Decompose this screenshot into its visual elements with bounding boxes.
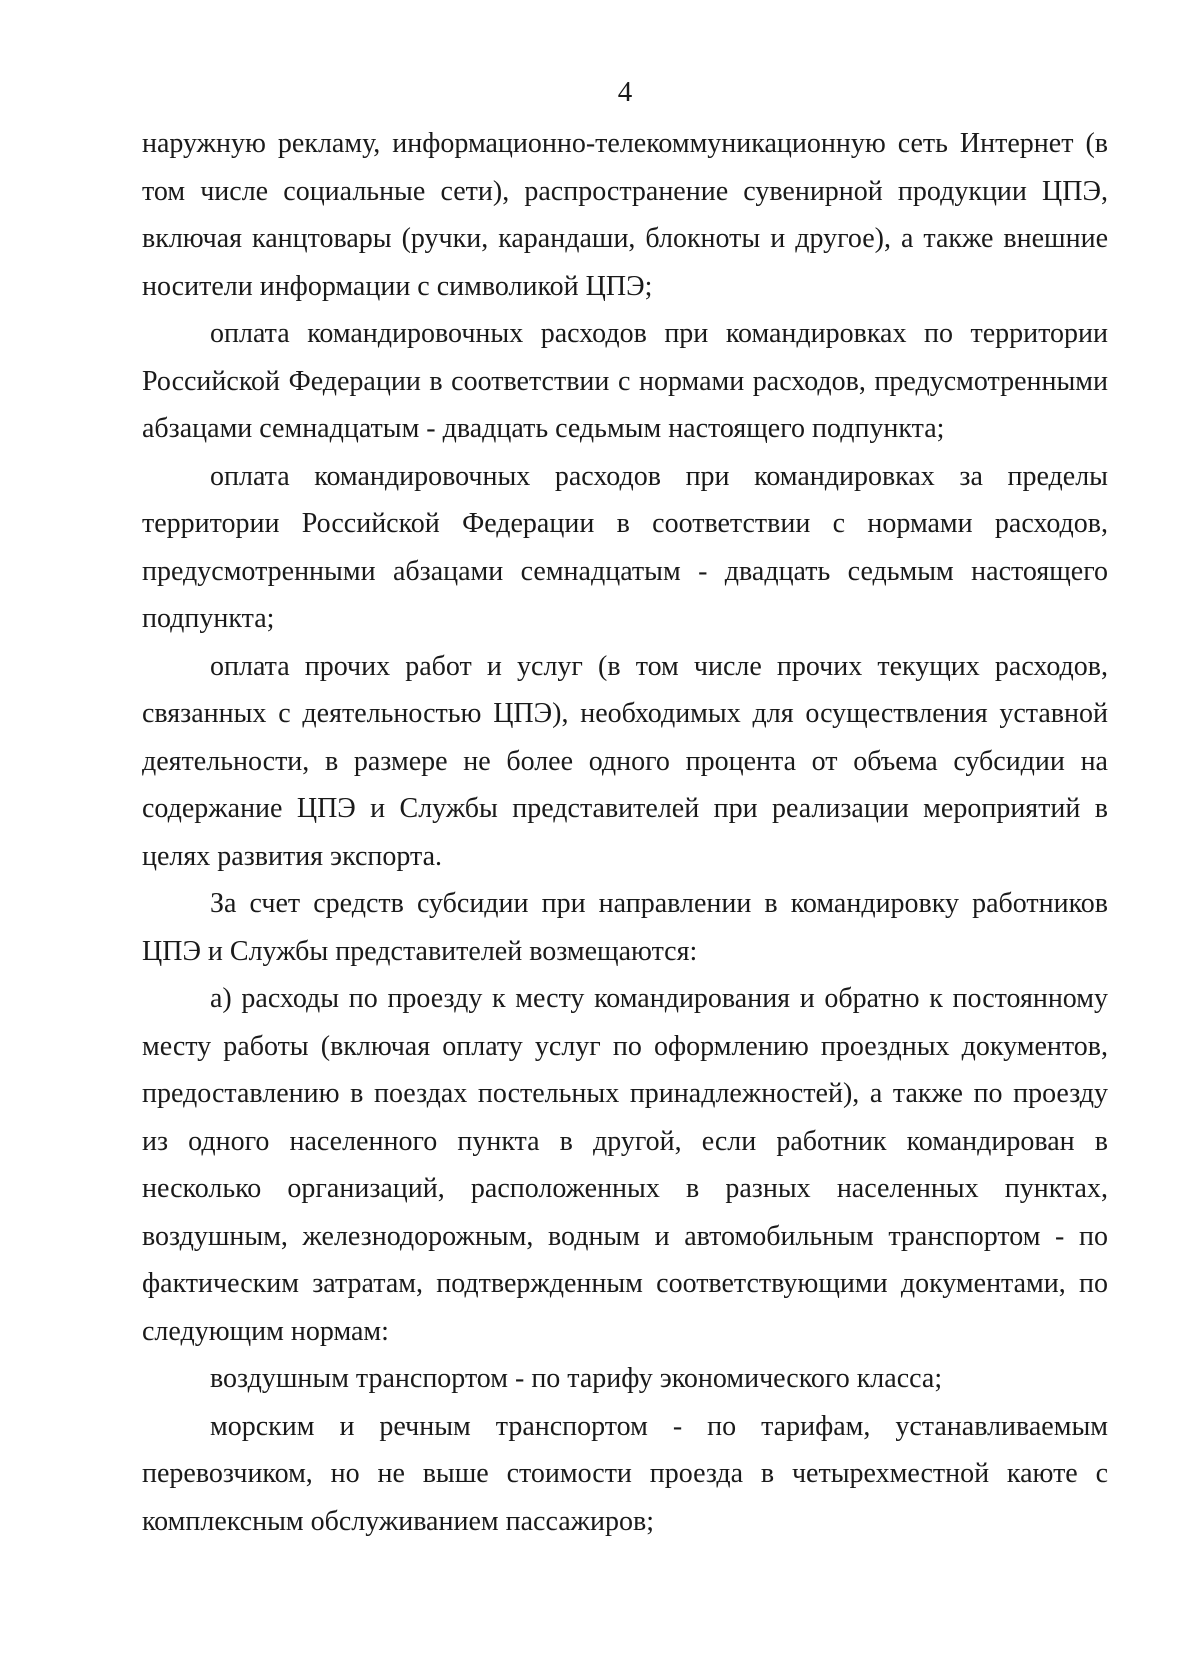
paragraph-continuation: наружную рекламу, информационно-телекоммуникационную сеть Интернет (в том числе социальные сети), распространение сувенирной продукции ЦПЭ, включая канцтовары (ручки, карандаши, блокноты и другое), а также внешние носители информации с символикой ЦПЭ; [142,128,1108,302]
paragraph-other-works: оплата прочих работ и услуг (в том числе прочих текущих расходов, связанных с деятельностью ЦПЭ), необходимых для осуществления уставной деятельности, в размере не более одного процента от объема субсидии на содержание ЦПЭ и Службы представителей при реализации мероприятий в целях развития экспорта. [142,650,1108,872]
paragraph-air-transport: воздушным транспортом - по тарифу экономического класса; [210,1363,943,1394]
paragraph-travel-costs: а) расходы по проезду к месту командирования и обратно к постоянному месту работы (включая оплату услуг по оформлению проездных документов, предоставлению в поездах постельных принадлежностей), а также по проезду из одного населенного пункта в другой, если работник командирован в несколько организаций, расположенных в разных населенных пунктах, воздушным, железнодорожным, водным и автомобильным транспортом - по фактическим затратам, подтвержденным соответствующими документами, по следующим нормам: [142,983,1108,1347]
paragraph-travel-abroad: оплата командировочных расходов при командировках за пределы территории Российской Федерации в соответствии с нормами расходов, предусмотренными абзацами семнадцатым - двадцать седьмым настоящего подпункта; [142,460,1108,634]
paragraph-subsidy-intro: За счет средств субсидии при направлении в командировку работников ЦПЭ и Службы представителей возмещаются: [142,888,1108,967]
paragraph-sea-river-transport: морским и речным транспортом - по тарифам, устанавливаемым перевозчиком, но не выше стоимости проезда в четырехместной каюте с комплексным обслуживанием пассажиров; [142,1410,1108,1537]
document-body [142,120,1108,1545]
paragraph-travel-domestic: оплата командировочных расходов при командировках по территории Российской Федерации в соответствии с нормами расходов, предусмотренными абзацами семнадцатым - двадцать седьмым настоящего подпункта; [142,318,1108,444]
page-number: 4 [617,76,633,108]
